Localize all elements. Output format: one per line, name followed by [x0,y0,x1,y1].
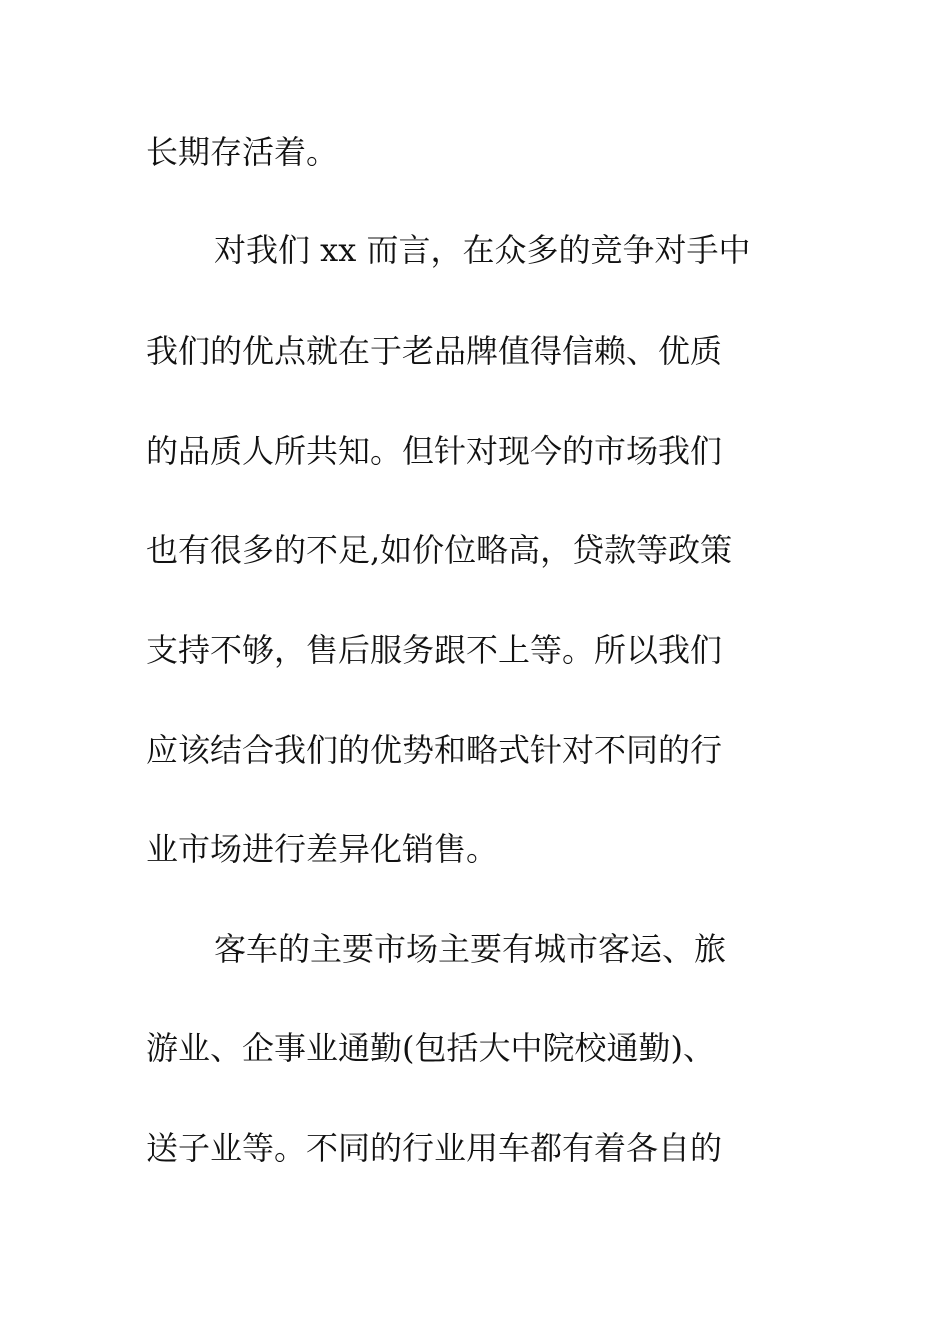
text-line-6: 支持不够，售后服务跟不上等。所以我们 [146,631,723,669]
text-line-5: 也有很多的不足,如价位略高，贷款等政策 [146,531,733,569]
text-line-3: 我们的优点就在于老品牌值得信赖、优质 [146,332,723,370]
text-line-1: 长期存活着。 [146,133,339,171]
text-line-4: 的品质人所共知。但针对现今的市场我们 [146,432,723,470]
text-line-11: 送子业等。不同的行业用车都有着各自的 [146,1129,723,1167]
paragraph-start-line-9: 客车的主要市场主要有城市客运、旅 [214,930,727,968]
paragraph-start-line-2: 对我们 xx 而言，在众多的竞争对手中 [214,231,751,269]
text-line-8: 业市场进行差异化销售。 [146,830,499,868]
text-line-7: 应该结合我们的优势和略式针对不同的行 [146,731,723,769]
text-line-10: 游业、企事业通勤(包括大中院校通勤)、 [146,1029,715,1067]
